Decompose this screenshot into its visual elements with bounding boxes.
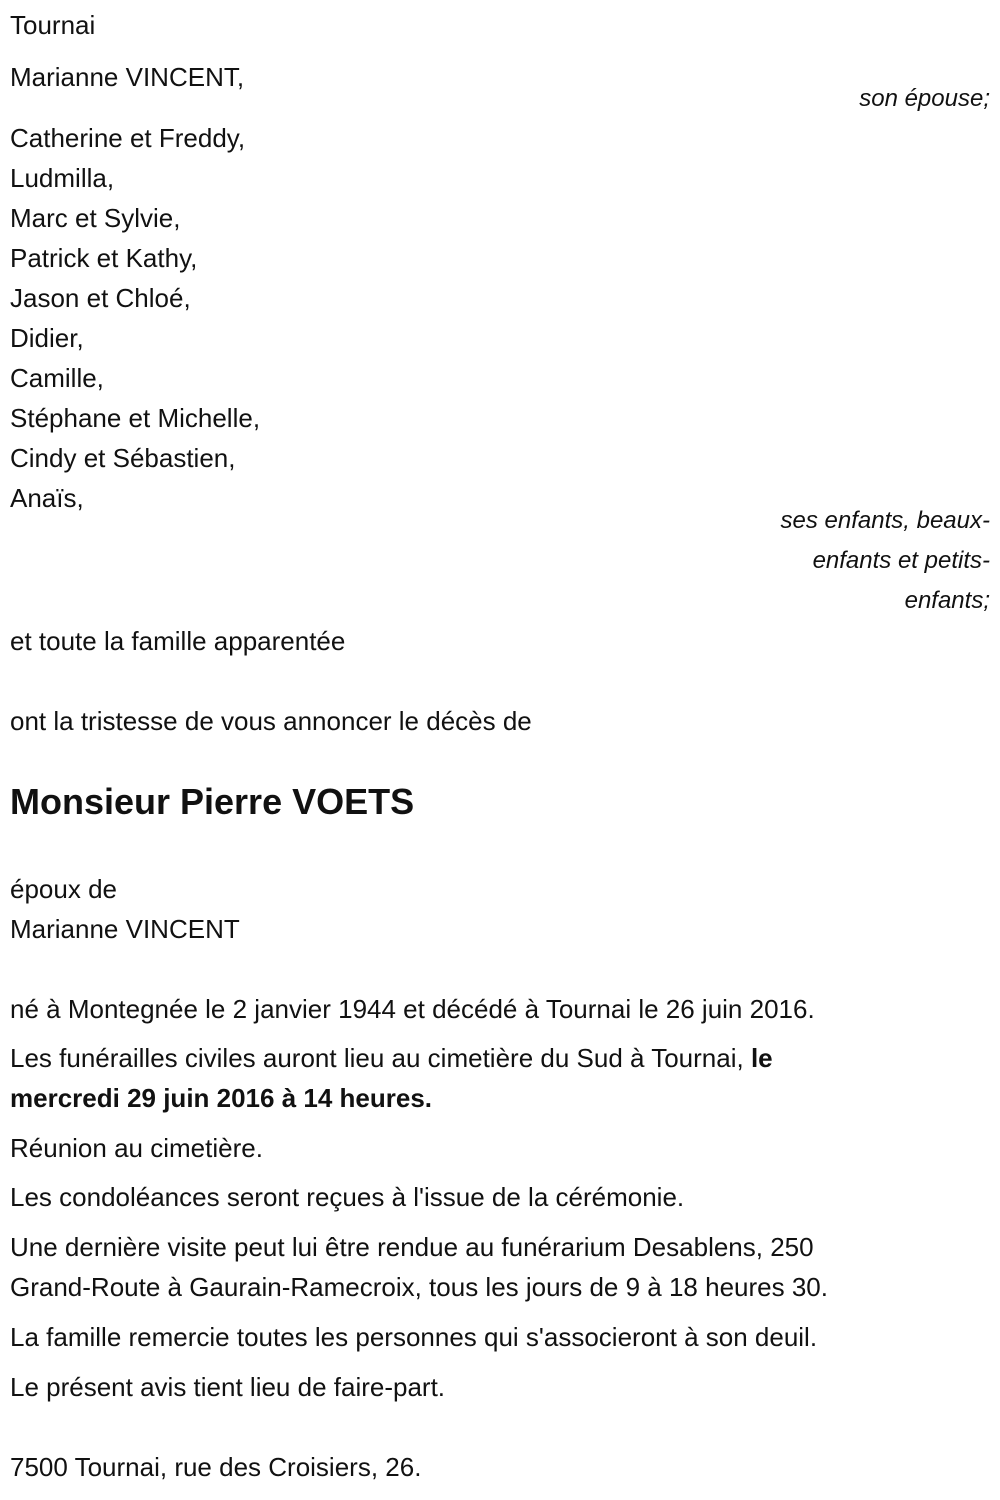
deceased-spouse-name: Marianne VINCENT xyxy=(10,914,240,944)
visit-line-1: Une dernière visite peut lui être rendue au funérarium Desablens, 250 xyxy=(10,1232,814,1262)
spouse-name: Marianne VINCENT, xyxy=(10,62,245,92)
birth-death: né à Montegnée le 2 janvier 1944 et décédé à Tournai le 26 juin 2016. xyxy=(10,994,815,1024)
child-name: Patrick et Kathy, xyxy=(10,243,198,273)
child-name: Jason et Chloé, xyxy=(10,283,191,313)
thanks: La famille remercie toutes les personnes qui s'associeront à son deuil. xyxy=(10,1322,818,1352)
meeting: Réunion au cimetière. xyxy=(10,1133,263,1163)
funeral-date: mercredi 29 juin 2016 à 14 heures. xyxy=(10,1083,433,1113)
city-header: Tournai xyxy=(10,10,96,40)
child-name: Ludmilla, xyxy=(10,163,115,193)
children-role-line: ses enfants, beaux- xyxy=(780,507,990,534)
address: 7500 Tournai, rue des Croisiers, 26. xyxy=(10,1452,422,1482)
child-name: Catherine et Freddy, xyxy=(10,123,246,153)
notice: Le présent avis tient lieu de faire-part. xyxy=(10,1372,446,1402)
deceased-name: Monsieur Pierre VOETS xyxy=(10,781,415,822)
announcement: ont la tristesse de vous annoncer le décès de xyxy=(10,706,532,736)
child-name: Stéphane et Michelle, xyxy=(10,403,261,433)
child-name: Camille, xyxy=(10,363,104,393)
funeral-bold-le: le xyxy=(750,1043,773,1073)
condolences: Les condoléances seront reçues à l'issue de la cérémonie. xyxy=(10,1182,685,1212)
children-role-line: enfants et petits- xyxy=(812,547,990,574)
extended-family: et toute la famille apparentée xyxy=(10,626,346,656)
spouse-label: époux de xyxy=(10,874,117,904)
child-name: Didier, xyxy=(10,323,84,353)
children-role-line: enfants; xyxy=(904,587,990,614)
funeral-line-1 xyxy=(10,1042,773,1074)
visit-line-2: Grand-Route à Gaurain-Ramecroix, tous les jours de 9 à 18 heures 30. xyxy=(10,1272,828,1302)
child-name: Cindy et Sébastien, xyxy=(10,443,236,473)
spouse-role: son épouse; xyxy=(859,85,990,112)
child-name: Anaïs, xyxy=(10,483,84,513)
child-name: Marc et Sylvie, xyxy=(10,203,181,233)
funeral-prefix: Les funérailles civiles auront lieu au cimetière du Sud à Tournai, xyxy=(10,1043,744,1073)
